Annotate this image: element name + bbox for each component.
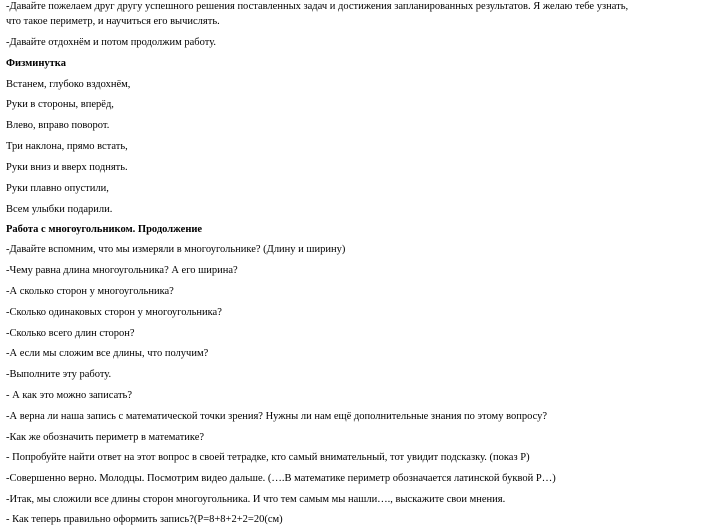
- dialogue-line: -Сколько одинаковых сторон у многоугольника?: [6, 307, 222, 318]
- dialogue-line: -А если мы сложим все длины, что получим?: [6, 348, 209, 359]
- polygon-heading: Работа с многоугольником. Продолжение: [6, 224, 203, 235]
- dialogue-line: - Как теперь правильно оформить запись?(Р=8+8+2+2=20(см): [6, 514, 283, 525]
- poem-line: Три наклона, прямо встать,: [6, 141, 128, 152]
- dialogue-line: -Давайте вспомним, что мы измеряли в многоугольнике? (Длину и ширину): [6, 244, 346, 255]
- poem-line: Всем улыбки подарили.: [6, 204, 113, 215]
- dialogue-line: -Чему равна длина многоугольника? А его ширина?: [6, 265, 238, 276]
- dialogue-line: - Попробуйте найти ответ на этот вопрос в своей тетрадке, кто самый внимательный, тот увидит подсказку. (показ Р): [6, 452, 530, 463]
- poem-line: Руки вниз и вверх поднять.: [6, 162, 128, 173]
- poem-line: Влево, вправо поворот.: [6, 120, 110, 131]
- dialogue-line: -Совершенно верно. Молодцы. Посмотрим видео дальше. (….В математике периметр обозначается латинской буквой Р…): [6, 473, 556, 484]
- rest-line: -Давайте отдохнём и потом продолжим работу.: [6, 37, 217, 48]
- dialogue-line: -А верна ли наша запись с математической точки зрения? Нужны ли нам ещё дополнительные знания по этому вопросу?: [6, 411, 548, 422]
- poem-line: Руки плавно опустили,: [6, 183, 109, 194]
- dialogue-line: -А сколько сторон у многоугольника?: [6, 286, 174, 297]
- dialogue-line: - А как это можно записать?: [6, 390, 132, 401]
- dialogue-line: -Итак, мы сложили все длины сторон многоугольника. И что тем самым мы нашли…., выскажите свои мнения.: [6, 494, 506, 505]
- fizminutka-heading: Физминутка: [6, 58, 66, 69]
- dialogue-line: -Как же обозначить периметр в математике?: [6, 432, 205, 443]
- dialogue-line: -Выполните эту работу.: [6, 369, 112, 380]
- intro-line-2: что такое периметр, и научиться его вычислять.: [6, 16, 220, 27]
- intro-line-1: -Давайте пожелаем друг другу успешного решения поставленных задач и достижения запланированных результатов. Я желаю тебе узнать,: [6, 1, 629, 12]
- poem-line: Руки в стороны, вперёд,: [6, 99, 114, 110]
- dialogue-line: -Сколько всего длин сторон?: [6, 328, 135, 339]
- poem-line: Встанем, глубоко вздохнём,: [6, 79, 131, 90]
